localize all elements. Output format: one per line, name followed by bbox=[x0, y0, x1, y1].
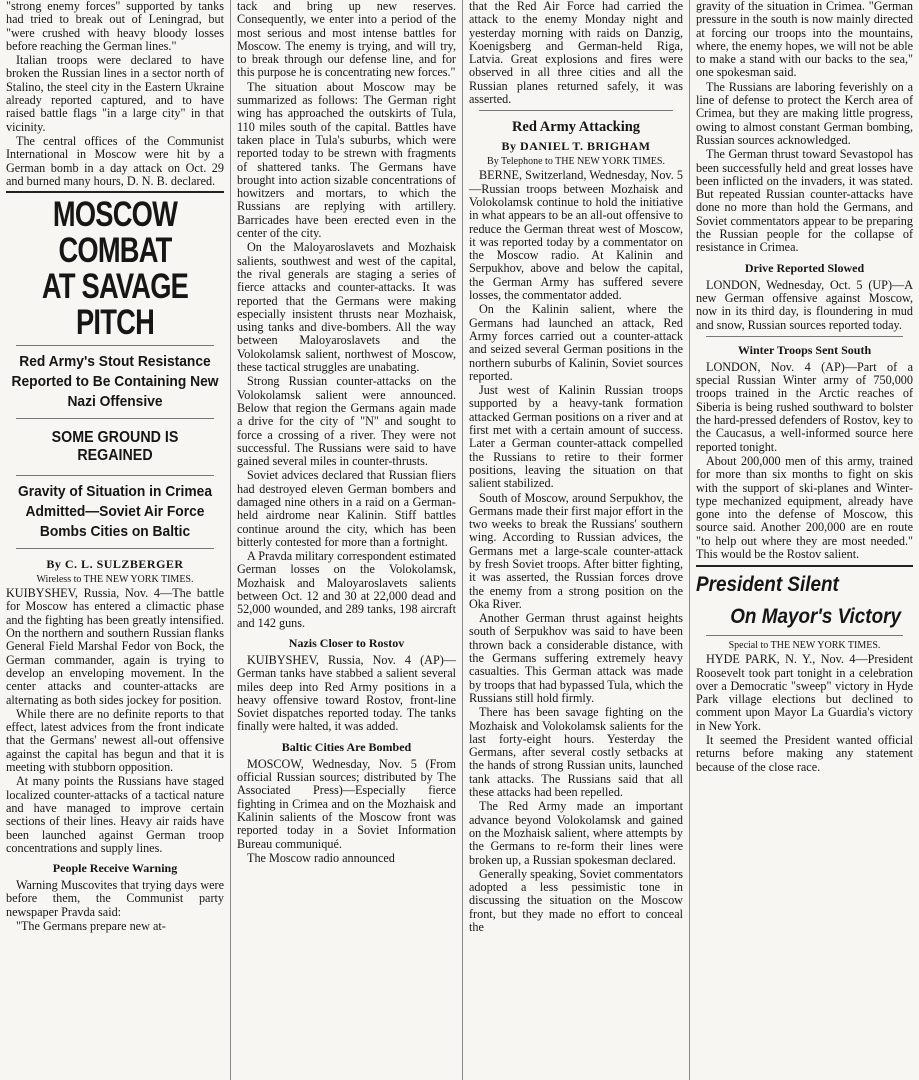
article-paragraph: "strong enemy forces" supported by tanks had tried to break out of Leningrad, but "were crushed with heavy bloody losses before reaching the German lines." bbox=[6, 0, 224, 53]
article-paragraph: MOSCOW, Wednesday, Nov. 5 (From official Russian sources; distributed by The Associated Press)—Especially fierce fighting in Crimea and on the Mozhaisk and Kalinin salients of the Moscow front was reported today in a Soviet Information Bureau communiqué. bbox=[237, 756, 456, 851]
subheading-baltic: Baltic Cities Are Bombed bbox=[281, 739, 412, 754]
divider bbox=[16, 418, 214, 419]
president-headline-line-2: On Mayor's Victory bbox=[730, 605, 902, 629]
divider bbox=[696, 565, 913, 567]
article-paragraph: About 200,000 men of this army, trained for more than six months to fight on skis with the support of ski-planes and Winter-type mechanized equipment, already have gone into the defense of Moscow, this source said. Another 200,000 are en route "to help out where they are most needed." This would be the Rostov salient. bbox=[696, 453, 913, 561]
article-paragraph: The Moscow radio announced bbox=[247, 850, 395, 865]
article-paragraph: Generally speaking, Soviet commentators adopted a less pessimistic tone in discussing the situation on the Moscow front, but they made no effort to conceal the bbox=[469, 866, 683, 934]
divider bbox=[479, 110, 673, 111]
article-paragraph: Warning Muscovites that trying days were before them, the Communist party newspaper Pravda said: bbox=[6, 878, 224, 919]
article-paragraph: On the Kalinin salient, where the Germans had launched an attack, Red Army forces carried out a counter-attack and seized several German positions in the northern suburbs of Kalinin, Soviet sources reported. bbox=[469, 302, 683, 383]
subheading-warning: People Receive Warning bbox=[52, 861, 178, 876]
article-paragraph: Just west of Kalinin Russian troops supported by a heavy-tank formation attacked German positions on a river and at first met with a certain amount of success. Later a German counter-attack compelled the Russians to retire to their former positions, leaving the situation on that salient stabilized. bbox=[469, 383, 683, 491]
article-paragraph: Soviet advices declared that Russian fliers had destroyed eleven German bombers and damaged nine others in a raid on a German-held airdrome near Kalinin. Stiff battles continue around the city, which has been bitterly contested for more than a fortnight. bbox=[237, 468, 456, 549]
article-paragraph: BERNE, Switzerland, Wednesday, Nov. 5—Russian troops between Mozhaisk and Volokolamsk continue to hold the initiative in what appears to be an all-out offensive to reduce the German threat west of Moscow, it was reported today by a commentator on the Moscow radio. At Kalinin and Serpukhov, above and below the capital, the German Army has suffered severe losses, the commentator added. bbox=[469, 168, 683, 303]
column-3 bbox=[462, 0, 689, 1080]
article-paragraph: Italian troops were declared to have broken the Russian lines in a sector north of Stalino, the steel city in the Eastern Ukraine already reported captured, and to have raised battle flags "in a large city" in that vicinity. bbox=[6, 53, 224, 134]
divider bbox=[706, 336, 903, 337]
column-2 bbox=[230, 0, 462, 1080]
article-paragraph: LONDON, Wednesday, Oct. 5 (UP)—A new German offensive against Moscow, now in its third day, is floundering in mud and snow, Russian sources reported today. bbox=[696, 277, 913, 332]
article-paragraph: A Pravda military correspondent estimated German losses on the Volokolamsk, Mozhaisk and Maloyaroslavets salients between Oct. 12 and 30 at 22,000 dead and 52,000 wounded, and 289 tanks, 198 aircraft and 142 guns. bbox=[237, 549, 456, 630]
article-paragraph: "The Germans prepare new at- bbox=[16, 918, 166, 933]
president-headline-line-1: President Silent bbox=[696, 573, 839, 597]
article-paragraph: The German thrust toward Sevastopol has been successfully held and great losses have been inflicted on the invaders, it was stated. But repeated Russian counter-attacks have done no more than hold the Germans, and Soviet commentators appear to be preparing the Russian people for the collapse of resistance in Crimea. bbox=[696, 147, 913, 255]
article-paragraph: At many points the Russians have staged localized counter-attacks of a tactical nature and have managed to improve certain sections of their lines. Heavy air raids have been launched against German troop concentrations and supply lines. bbox=[6, 774, 224, 855]
deck-headline-1: Red Army's Stout Resistance Reported to Be Containing New Nazi Offensive bbox=[11, 353, 219, 411]
article-paragraph: On the Maloyaroslavets and Mozhaisk salients, southwest and west of the capital, the rival generals are staging a series of fierce attacks and counter-attacks. It was reported that the Germans were making especially insistent thrusts near Mozhaisk, using tanks and dive-bombers. All the way between Maloyaroslavets and the Volokolamsk salient, northwest of Moscow, these tactical struggles are unabating. bbox=[237, 240, 456, 375]
article-paragraph: While there are no definite reports to that effect, latest advices from the front indicate that the Germans' newest all-out offensive against the capital has begun and that it is meeting with stubborn opposition. bbox=[6, 706, 224, 775]
article-paragraph: Strong Russian counter-attacks on the Volokolamsk salient were announced. Below that region the Germans again made a drive for the city of "N" and sought to force a crossing of a river. They were not successful. The Russians were said to have gained several miles in counter-thrusts. bbox=[237, 374, 456, 469]
subheading-red-army-attacking: Red Army Attacking bbox=[511, 119, 641, 136]
wire-credit: Wireless to THE NEW YORK TIMES. bbox=[36, 574, 194, 586]
wire-credit: Special to THE NEW YORK TIMES. bbox=[728, 640, 881, 652]
article-paragraph: It seemed the President wanted official returns before making any statement because of the close race. bbox=[696, 733, 913, 774]
divider bbox=[16, 548, 214, 549]
subheading-rostov: Nazis Closer to Rostov bbox=[288, 635, 405, 650]
article-paragraph: LONDON, Nov. 4 (AP)—Part of a special Russian Winter army of 750,000 troops trained in the Arctic reaches of Siberia is being rushed southward to bolster the hard-pressed defenders of Rostov, key to the Caucasus, a well-informed source here reported tonight. bbox=[696, 359, 913, 454]
article-paragraph: KUIBYSHEV, Russia, Nov. 4—The battle for Moscow has entered a climactic phase and the fighting has been greatly intensified. On the northern and southern Russian flanks General Field Marshal Fedor von Bock, the German commander, again is trying to develop an enveloping movement. In the center attacks and counter-attacks are alternating as both sides jockey for position. bbox=[6, 586, 224, 707]
article-paragraph: gravity of the situation in Crimea. "German pressure in the south is now mainly directed at forcing our troops into the mountains, where, the enemy hopes, we will not be able to make a stand with our backs to the sea," one spokesman said. bbox=[696, 0, 913, 80]
byline: By DANIEL T. BRIGHAM bbox=[501, 139, 651, 154]
article-paragraph: KUIBYSHEV, Russia, Nov. 4 (AP)—German tanks have stabbed a salient several miles deep into Red Army positions in a heavy offensive toward Rostov, front-line Soviet dispatches reported today. The tanks finally were halted, it was added. bbox=[237, 652, 456, 734]
byline: By C. L. SULZBERGER bbox=[46, 557, 184, 572]
wire-credit: By Telephone to THE NEW YORK TIMES. bbox=[487, 156, 665, 168]
subheading-drive-slowed: Drive Reported Slowed bbox=[744, 260, 865, 275]
column-1 bbox=[0, 0, 230, 1080]
main-headline-line-1: MOSCOW COMBAT bbox=[52, 195, 178, 271]
main-headline-line-2: AT SAVAGE PITCH bbox=[41, 267, 189, 343]
divider bbox=[6, 191, 224, 193]
article-paragraph: tack and bring up new reserves. Consequently, we enter into a period of the most serious and most intense battles for Moscow. The enemy is trying, and will try, to break through our defense line, and for this purpose he is concentrating new forces." bbox=[237, 0, 456, 80]
subheading-winter-troops: Winter Troops Sent South bbox=[737, 342, 872, 357]
divider bbox=[16, 345, 214, 346]
main-headline bbox=[14, 197, 215, 341]
article-paragraph: The central offices of the Communist International in Moscow were hit by a German bomb in a day attack on Oct. 29 and burned many hours, D. N. B. declared. bbox=[6, 133, 224, 188]
article-paragraph: There has been savage fighting on the Mozhaisk and Volokolamsk salients for the last forty-eight hours. Yesterday the Germans, after several costly setbacks at the hands of strong Russian units, launched tank attacks. The Russians said that all these attacks had been repelled. bbox=[469, 705, 683, 800]
divider bbox=[706, 635, 903, 636]
article-paragraph: HYDE PARK, N. Y., Nov. 4—President Roosevelt took part tonight in a celebration over a Democratic "sweep" victory in Hyde Park village elections but declined to comment upon Mayor La Guardia's victory in New York. bbox=[696, 652, 913, 733]
article-paragraph: Another German thrust against heights south of Serpukhov was said to have been thrown back a considerable distance, with the Germans suffering extremely heavy casualties. This German attack was made by troops that had bypassed Tula, which the Russians still hold firmly. bbox=[469, 611, 683, 705]
deck-headline-2: SOME GROUND IS REGAINED bbox=[51, 429, 179, 465]
article-paragraph: The situation about Moscow may be summarized as follows: The German right wing has approached the outskirts of Tula, 110 miles south of the capital. Battles have taken place in Tula's suburbs, which were reported today to be strewn with fragments of shattered tanks. The Germans have brought into action sizable concentrations of howitzers and mortars, to which the Russians are replying with artillery. Barricades have been erected even in the center of the city. bbox=[237, 79, 456, 241]
article-paragraph: that the Red Air Force had carried the attack to the enemy Monday night and yesterday morning with raids on Danzig, Koenigsberg and German-held Riga, Latvia. Great explosions and fires were observed in all three cities and all the Russian planes returned safely, it was asserted. bbox=[469, 0, 683, 107]
deck-headline-3: Gravity of Situation in Crimea Admitted—Soviet Air Force Bombs Cities on Baltic bbox=[17, 483, 213, 541]
article-paragraph: The Russians are laboring feverishly on a line of defense to protect the Kerch area of Crimea, but they are making little progress, owing to almost constant German bombing, Russian sources acknowledged. bbox=[696, 79, 913, 147]
divider bbox=[16, 475, 214, 476]
article-paragraph: South of Moscow, around Serpukhov, the Germans made their first major effort in the two weeks to break the Russians' southern wing. According to Russian advices, the Germans met a large-scale counter-attack by fresh Soviet troops. After bitter fighting, it was asserted, the Russian forces drove the enemy from a strong position on the Oka River. bbox=[469, 490, 683, 611]
column-4 bbox=[689, 0, 919, 1080]
article-paragraph: The Red Army made an important advance beyond Volokolamsk and gained on the Mozhaisk salient, where attempts by the Germans to re-form their lines were broken up, a Russian spokesman declared. bbox=[469, 799, 683, 867]
